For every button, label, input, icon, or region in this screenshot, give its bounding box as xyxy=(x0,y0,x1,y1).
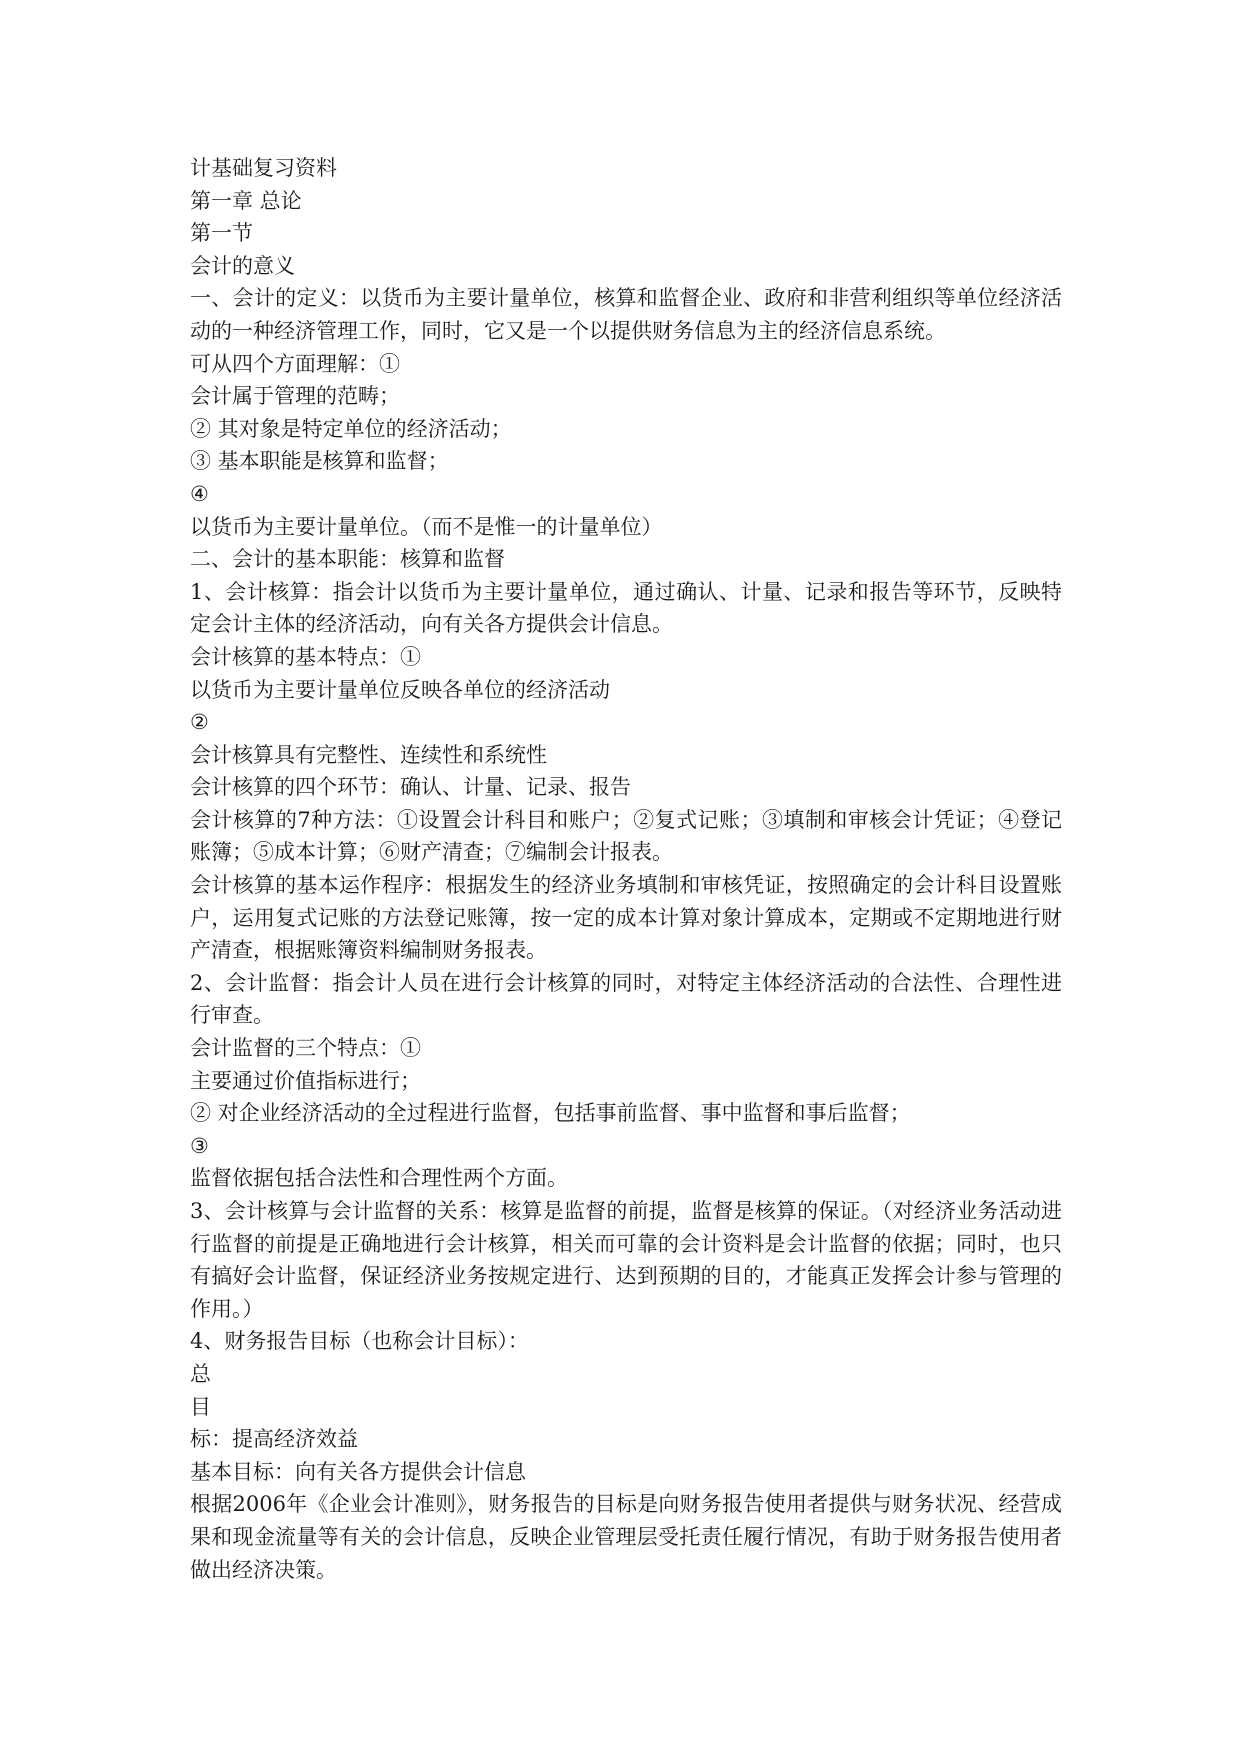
topic-heading: 会计的意义 xyxy=(190,253,295,278)
text-line: ③ xyxy=(190,1133,209,1158)
procedure-paragraph: 会计核算的基本运作程序：根据发生的经济业务填制和审核凭证，按照确定的会计科目设置账户，运用复式记账的方法登记账簿，按一定的成本计算对象计算成本，定期或不定期地进行财产清查，根据账簿资料编制财务报表。 xyxy=(190,873,1062,963)
relationship-paragraph: 3、会计核算与会计监督的关系：核算是监督的前提，监督是核算的保证。（对经济业务活动进行监督的前提是正确地进行会计核算，相关而可靠的会计资料是会计监督的依据；同时，也只有搞好会计监督，保证经济业务按规定进行、达到预期的目的，才能真正发挥会计参与管理的作用。） xyxy=(190,1199,1062,1321)
text-line: 主要通过价值指标进行； xyxy=(190,1068,421,1093)
text-line: 总 xyxy=(190,1361,211,1386)
text-line: 基本目标：向有关各方提供会计信息 xyxy=(190,1459,526,1484)
methods-paragraph: 会计核算的7种方法：①设置会计科目和账户；②复式记账；③填制和审核会计凭证；④登记账簿；⑤成本计算；⑥财产清查；⑦编制会计报表。 xyxy=(190,807,1062,865)
text-line: 以货币为主要计量单位反映各单位的经济活动 xyxy=(190,677,610,702)
text-line: 监督依据包括合法性和合理性两个方面。 xyxy=(190,1166,568,1191)
text-line: ② 其对象是特定单位的经济活动； xyxy=(190,416,512,441)
definition-paragraph: 一、会计的定义：以货币为主要计量单位，核算和监督企业、政府和非营利组织等单位经济活动的一种经济管理工作，同时，它又是一个以提供财务信息为主的经济信息系统。 xyxy=(190,286,1062,343)
text-line: ② 对企业经济活动的全过程进行监督，包括事前监督、事中监督和事后监督； xyxy=(190,1101,911,1126)
subheading: 二、会计的基本职能：核算和监督 xyxy=(190,547,505,572)
text-line: 会计核算的基本特点：① xyxy=(190,644,421,669)
text-line: 标：提高经济效益 xyxy=(190,1427,358,1452)
text-line: ④ xyxy=(190,481,209,506)
text-line: 目 xyxy=(190,1394,211,1419)
text-line: 可从四个方面理解：① xyxy=(190,351,400,376)
text-line: ③ 基本职能是核算和监督； xyxy=(190,449,449,474)
text-line: 会计核算的四个环节：确认、计量、记录、报告 xyxy=(190,775,631,800)
supervision-paragraph: 2、会计监督：指会计人员在进行会计核算的同时，对特定主体经济活动的合法性、合理性进行审查。 xyxy=(190,970,1062,1028)
document-body xyxy=(190,152,1062,1586)
text-line: 4、财务报告目标（也称会计目标）： xyxy=(190,1329,529,1354)
text-line: 会计核算具有完整性、连续性和系统性 xyxy=(190,742,547,767)
text-line: 以货币为主要计量单位。（而不是惟一的计量单位） xyxy=(190,514,663,539)
chapter-heading: 第一章 总论 xyxy=(190,188,302,213)
accounting-paragraph: 1、会计核算：指会计以货币为主要计量单位，通过确认、计量、记录和报告等环节，反映特定会计主体的经济活动，向有关各方提供会计信息。 xyxy=(190,579,1062,637)
text-line: ② xyxy=(190,710,209,735)
document-title: 计基础复习资料 xyxy=(190,156,337,180)
section-heading: 第一节 xyxy=(190,221,253,246)
text-line: 会计监督的三个特点：① xyxy=(190,1036,421,1061)
text-line: 会计属于管理的范畴； xyxy=(190,384,400,409)
objective-paragraph: 根据2006年《企业会计准则》，财务报告的目标是向财务报告使用者提供与财务状况、经营成果和现金流量等有关的会计信息，反映企业管理层受托责任履行情况，有助于财务报告使用者做出经济决策。 xyxy=(190,1492,1062,1582)
